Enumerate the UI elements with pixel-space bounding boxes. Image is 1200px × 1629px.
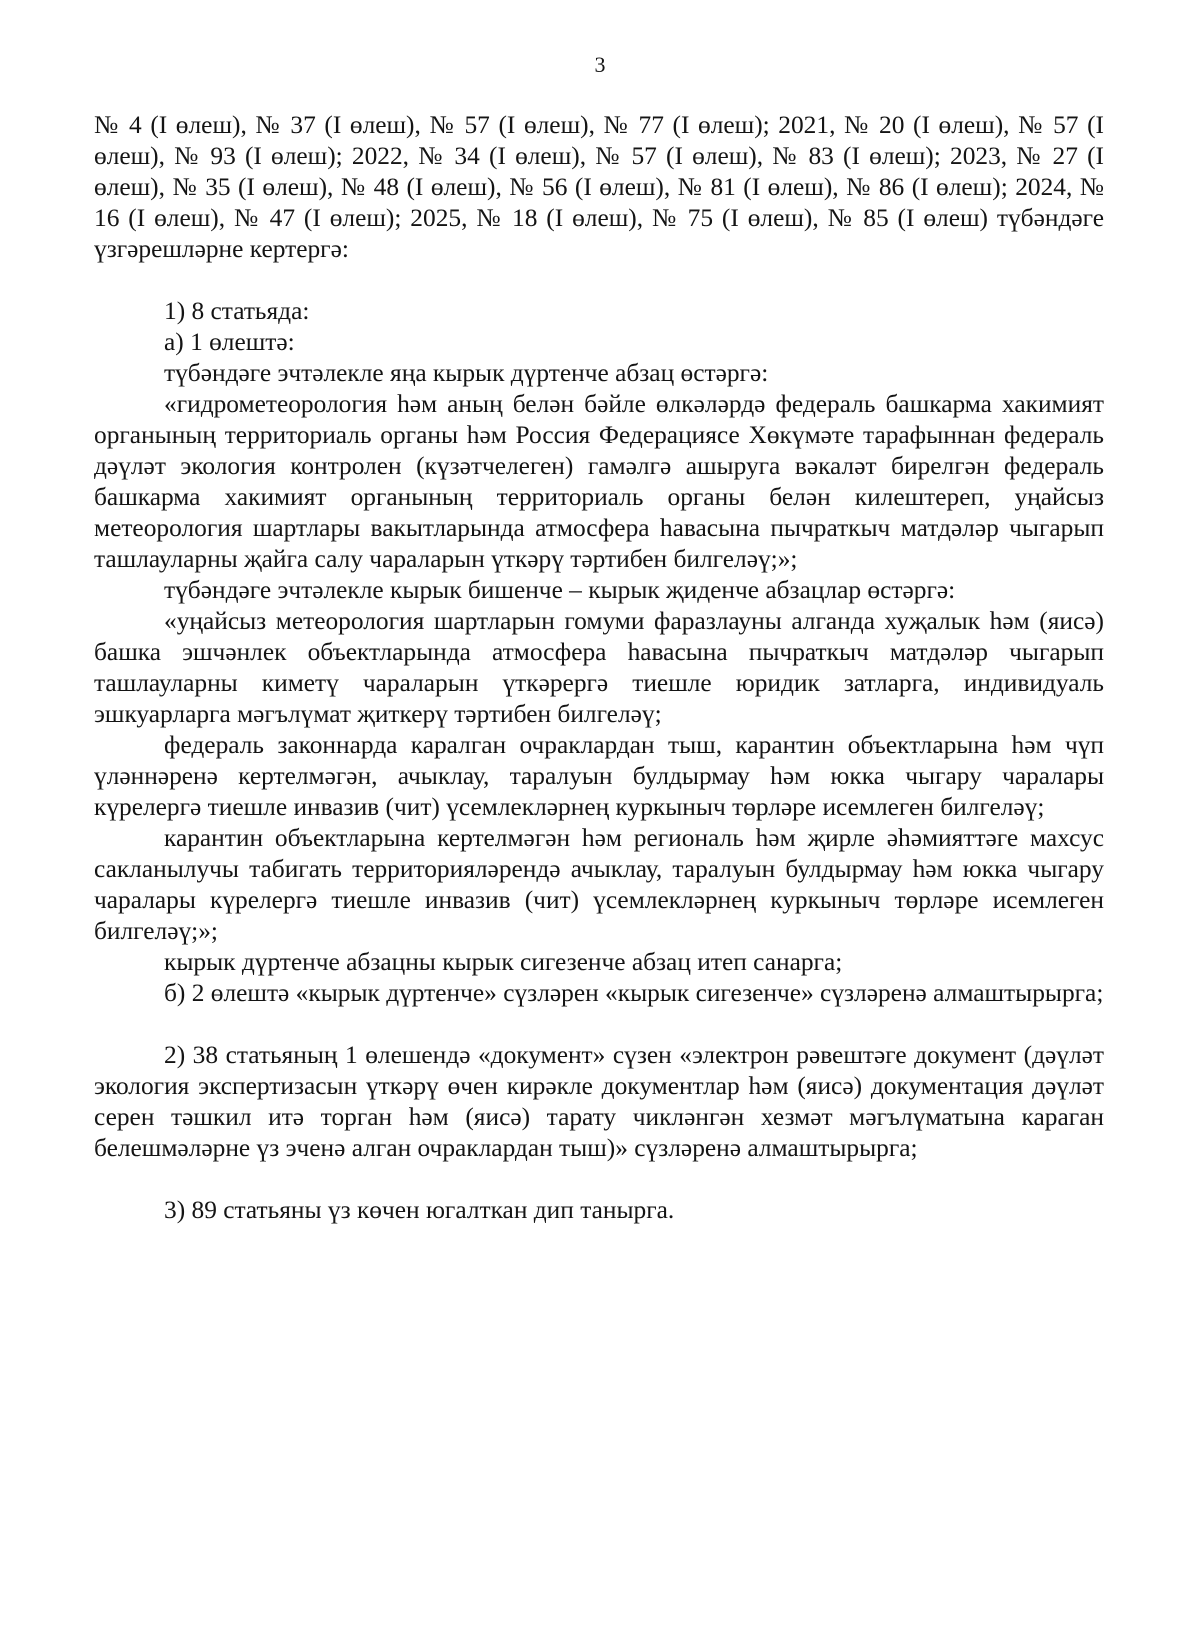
item-3-paragraph: 3) 89 статьяны үз көчен югалткан дип танырга. [164,1196,675,1224]
item-1-heading: 1) 8 статьяда: [164,297,310,325]
add-paragraph-44-text: «гидрометеорология һәм аның белән бәйле өлкәләрдә федераль башкарма хакимият органының территориаль органы һәм Россия Федерациясе Хөкүмәте тарафыннан федераль дәүләт экология контролен (күзәтчелеген) гамәлгә ашыруга вәкаләт бирелгән федераль башкарма хакимият органының территориаль органы белән килештереп, уңайсыз метеорология шартлары вакытларында атмосфера һавасына пычраткыч матдәләр чыгарып ташлауларны җайга салу чараларын үткәрү тәртибен билгеләү;»; [94,390,1104,573]
add-paragraph-44-intro: түбәндәге эчтәлекле яңа кырык дүртенче абзац өстәргә: [164,359,769,387]
add-paragraph-46-text: федераль законнарда каралган очраклардан тыш, карантин объектларына һәм чүп үләннәренә кертелмәгән, ачыклау, таралуын булдырмау һәм юкка чыгару чаралары күрелергә тиешле инвазив (чит) үсемлекләрнең куркыныч төрләре исемлеген билгеләү; [94,731,1104,821]
add-paragraph-45-text: «уңайсыз метеорология шартларын гомуми фаразлауны алганда хуҗалык һәм (яисә) башка эшчәнлек объектларында атмосфера һавасына пычраткыч матдәләр чыгарып ташлауларны киметү чараларын үткәрергә тиешле юридик затларга, индивидуаль эшкуарларга мәгълүмат җиткерү тәртибен билгеләү; [94,607,1104,728]
item-1b-paragraph: б) 2 өлештә «кырык дүртенче» сүзләрен «кырык сигезенче» сүзләренә алмаштырырга; [164,979,1104,1007]
add-paragraph-47-text: карантин объектларына кертелмәгән һәм региональ һәм җирле әһәмияттәге махсус сакланылучы табигать территорияләрендә ачыклау, таралуын булдырмау һәм юкка чыгару чаралары күрелергә тиешле инвазив (чит) үсемлекләрнең куркыныч төрләре исемлеген билгеләү;»; [94,824,1104,945]
page-number: 3 [594,52,606,77]
document-body [94,110,1104,1226]
item-2-paragraph: 2) 38 статьяның 1 өлешендә «документ» сүзен «электрон рәвештәге документ (дәүләт экология экспертизасын үткәрү өчен кирәкле документлар һәм (яисә) документация дәүләт серен тәшкил итә торган һәм (яисә) тарату чикләнгән хезмәт мәгълүматына караган белешмәләрне үз эченә алган очраклардан тыш)» сүзләренә алмаштырырга; [94,1041,1104,1162]
paragraph-gap [94,1009,1104,1040]
intro-paragraph: № 4 (I өлеш), № 37 (I өлеш), № 57 (I өлеш), № 77 (I өлеш); 2021, № 20 (I өлеш), № 57 (I өлеш), № 93 (I өлеш); 2022, № 34 (I өлеш), № 57 (I өлеш), № 83 (I өлеш); 2023, № 27 (I өлеш), № 35 (I өлеш), № 48 (I өлеш), № 56 (I өлеш), № 81 (I өлеш), № 86 (I өлеш); 2024, № 16 (I өлеш), № 47 (I өлеш); 2025, № 18 (I өлеш), № 75 (I өлеш), № 85 (I өлеш) түбәндәге үзгәрешләрне кертергә: [94,111,1104,263]
add-paragraphs-45-47-intro: түбәндәге эчтәлекле кырык бишенче – кырык җиденче абзацлар өстәргә: [164,576,956,604]
paragraph-gap [94,1164,1104,1195]
renumber-paragraph: кырык дүртенче абзацны кырык сигезенче абзац итеп санарга; [164,948,843,976]
item-1a-heading: а) 1 өлештә: [164,328,295,356]
paragraph-gap [94,265,1104,296]
